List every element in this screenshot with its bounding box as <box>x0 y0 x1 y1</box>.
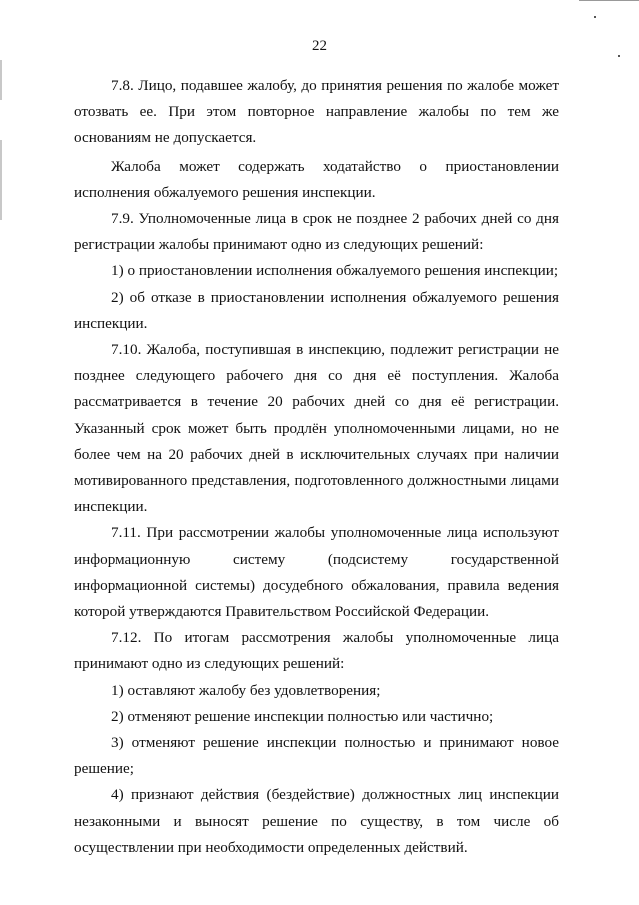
scan-edge-mark <box>0 60 2 100</box>
list-item-cancel-partial: 2) отменяют решение инспекции полностью или частично; <box>111 707 494 725</box>
paragraph-7-9: 7.9. Уполномоченные лица в срок не позднее 2 рабочих дней со дня регистрации жалобы принимают одно из следующих решений: <box>74 210 559 254</box>
list-item-refuse: 2) об отказе в приостановлении исполнения обжалуемого решения инспекции. <box>74 288 559 332</box>
list-item-unlawful: 4) признают действия (бездействие) должностных лиц инспекции незаконными и выносят решение по существу, в том числе об осуществлении при необходимости определенных действий. <box>74 786 559 856</box>
paragraph-7-8: 7.8. Лицо, подавшее жалобу, до принятия решения по жалобе может отозвать ее. При этом повторное направление жалобы по тем же основаниям не допускается. <box>74 77 559 147</box>
paragraph-petition: Жалоба может содержать ходатайство о приостановлении исполнения обжалуемого решения инспекции. <box>74 157 559 201</box>
list-item-suspend: 1) о приостановлении исполнения обжалуемого решения инспекции; <box>111 262 559 280</box>
page-number: 22 <box>312 38 327 54</box>
scan-mark <box>618 55 620 57</box>
paragraph-7-12: 7.12. По итогам рассмотрения жалобы уполномоченные лица принимают одно из следующих решений: <box>74 629 559 673</box>
scan-edge-mark <box>0 140 2 220</box>
paragraph-7-10: 7.10. Жалоба, поступившая в инспекцию, подлежит регистрации не позднее следующего рабочего дня со дня её поступления. Жалоба рассматривается в течение 20 рабочих дней со дня её регистрации. Указанный срок может быть продлён уполномоченными лицами, но не более чем на 20 рабочих дней в исключительных случаях при наличии мотивированного представления, подготовленного должностными лицами инспекции. <box>74 341 559 516</box>
scan-mark <box>594 16 596 18</box>
list-item-leave: 1) оставляют жалобу без удовлетворения; <box>111 681 381 699</box>
list-item-cancel-new: 3) отменяют решение инспекции полностью и принимают новое решение; <box>74 734 559 778</box>
scan-top-rule <box>579 0 639 1</box>
paragraph-7-11: 7.11. При рассмотрении жалобы уполномоченные лица используют информационную систему (подсистему государственной информационной системы) досудебного обжалования, правила ведения которой утверждаются Правительством Российской Федерации. <box>74 524 559 621</box>
document-body <box>74 73 559 861</box>
